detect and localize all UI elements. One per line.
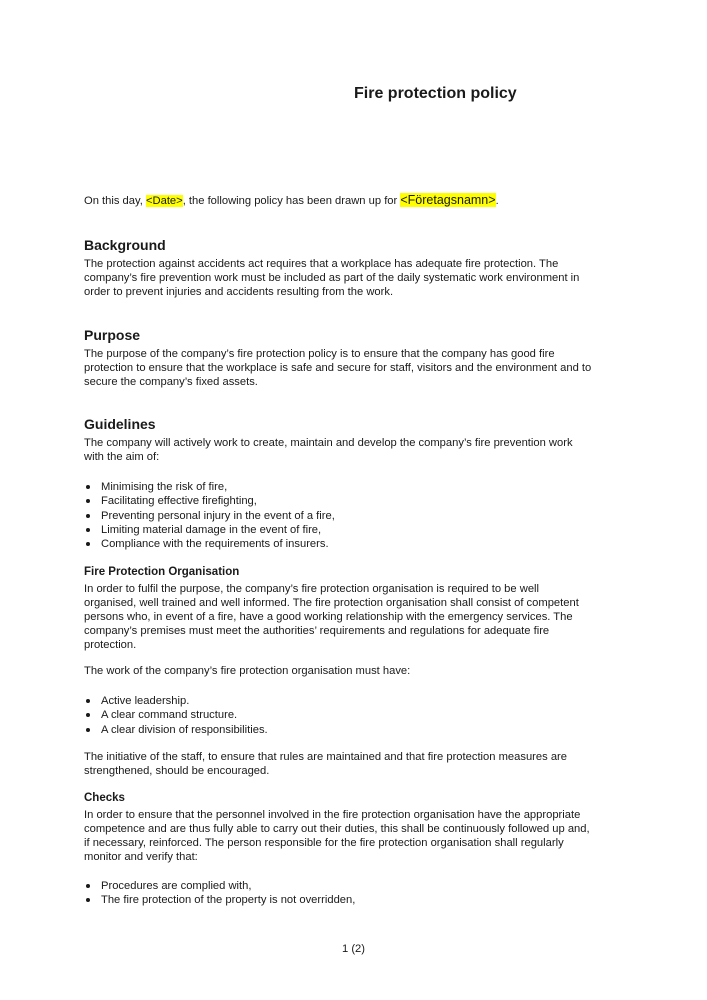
intro-paragraph	[84, 194, 644, 209]
organisation-work-line	[84, 665, 644, 679]
intro-text-before: On this day,	[84, 195, 146, 207]
list-item	[84, 537, 335, 551]
bullet-icon	[86, 485, 90, 489]
heading-guidelines: Guidelines	[84, 416, 156, 432]
date-placeholder: <Date>	[145, 195, 183, 207]
text-line: protection.	[84, 638, 137, 651]
checks-bullet-list	[84, 879, 355, 908]
bullet-icon	[86, 499, 90, 503]
heading-background: Background	[84, 237, 166, 253]
list-item-text: Facilitating effective firefighting,	[101, 495, 257, 508]
bullet-icon	[86, 898, 90, 902]
heading-checks: Checks	[84, 792, 125, 804]
list-item-text: A clear division of responsibilities.	[101, 723, 268, 736]
text-line: The purpose of the company’s fire protection policy is to ensure that the company has good fire	[84, 348, 555, 360]
list-item	[84, 723, 268, 737]
page-number: 1 (2)	[341, 943, 365, 955]
organisation-bullet-list	[84, 694, 268, 737]
bullet-icon	[86, 728, 90, 732]
list-item-text: Preventing personal injury in the event of a fire,	[101, 509, 335, 522]
list-item	[84, 480, 335, 494]
bullet-icon	[86, 884, 90, 888]
text-line: company’s fire prevention work must be included as part of the daily systematic work environment in	[84, 271, 580, 284]
bullet-icon	[86, 528, 90, 532]
list-item-text: Procedures are complied with,	[101, 880, 252, 892]
list-item	[84, 523, 335, 537]
text-line: if necessary, reinforced. The person responsible for the fire protection organisation shall regularly	[84, 836, 564, 849]
text-line: with the aim of:	[84, 450, 160, 463]
checks-paragraph	[84, 809, 644, 865]
text-line: The protection against accidents act requires that a workplace has adequate fire protection. The	[84, 258, 559, 270]
guidelines-bullet-list	[84, 480, 335, 551]
list-item-text: The fire protection of the property is not overridden,	[101, 894, 356, 907]
bullet-icon	[86, 514, 90, 518]
text-line: In order to fulfil the purpose, the company’s fire protection organisation is required to be well	[84, 583, 540, 595]
organisation-paragraph	[84, 583, 644, 653]
text-line: In order to ensure that the personnel involved in the fire protection organisation have the appropriate	[84, 809, 581, 821]
text-line: organised, well trained and well informed. The fire protection organisation shall consist of competent	[84, 596, 579, 609]
text-line: order to prevent injuries and accidents resulting from the work.	[84, 285, 394, 298]
list-item	[84, 893, 355, 907]
text-line: protection to ensure that the workplace is safe and secure for staff, visitors and the environment and to	[84, 361, 592, 374]
list-item	[84, 509, 335, 523]
bullet-icon	[86, 713, 90, 717]
list-item-text: Minimising the risk of fire,	[101, 481, 228, 493]
company-name-placeholder: <Företagsnamn>	[400, 193, 496, 207]
list-item-text: A clear command structure.	[101, 709, 238, 722]
bullet-icon	[86, 699, 90, 703]
text-line: competence and are thus fully able to carry out their duties, this shall be continuously followed up and,	[84, 822, 590, 835]
text-line: secure the company’s fixed assets.	[84, 375, 258, 388]
intro-text-middle: , the following policy has been drawn up for	[182, 195, 401, 207]
text-line: monitor and verify that:	[84, 850, 198, 863]
text-line: The work of the company’s fire protection organisation must have:	[84, 665, 411, 677]
purpose-paragraph	[84, 348, 644, 390]
text-line: persons who, in event of a fire, have a good working relationship with the emergency services. The	[84, 610, 573, 623]
heading-fire-protection-organisation: Fire Protection Organisation	[84, 566, 240, 578]
heading-purpose: Purpose	[84, 327, 141, 343]
text-line: strengthened, should be encouraged.	[84, 764, 270, 777]
initiative-paragraph	[84, 751, 644, 779]
list-item	[84, 694, 268, 708]
list-item-text: Active leadership.	[101, 695, 190, 707]
guidelines-paragraph	[84, 437, 644, 465]
list-item-text: Limiting material damage in the event of fire,	[101, 523, 322, 536]
list-item	[84, 879, 355, 893]
list-item	[84, 494, 335, 508]
bullet-icon	[86, 542, 90, 546]
text-line: company’s premises must meet the authorities’ requirements and regulations for adequate fire	[84, 624, 550, 637]
list-item	[84, 708, 268, 722]
text-line: The initiative of the staff, to ensure that rules are maintained and that fire protection measures are	[84, 751, 567, 763]
document-title: Fire protection policy	[354, 85, 517, 102]
intro-text-after: .	[495, 195, 499, 207]
text-line: The company will actively work to create, maintain and develop the company’s fire prevention work	[84, 437, 573, 449]
list-item-text: Compliance with the requirements of insurers.	[101, 538, 329, 551]
background-paragraph	[84, 258, 644, 300]
